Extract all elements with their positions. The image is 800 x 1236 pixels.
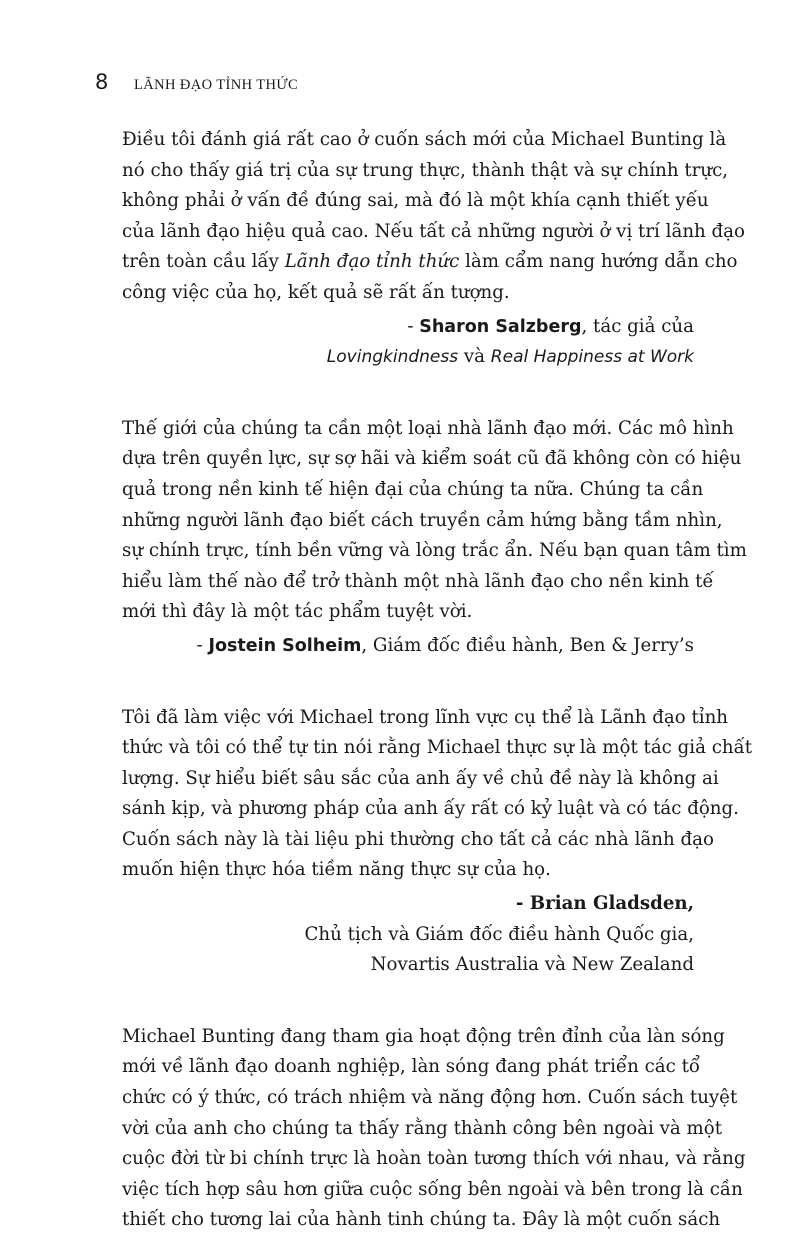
endorsement-text: [122, 414, 747, 628]
text-line: nó cho thấy giá trị của sự trung thực, thành thật và sự chính trực,: [122, 159, 729, 181]
text-line: Cuốn sách này là tài liệu phi thường cho tất cả các nhà lãnh đạo: [122, 828, 714, 850]
text-line: mới về lãnh đạo doanh nghiệp, làn sóng đang phát triển các tổ: [122, 1056, 701, 1078]
text-line: [122, 247, 738, 278]
text-line: Thế giới của chúng ta cần một loại nhà lãnh đạo mới. Các mô hình: [122, 417, 734, 439]
text-line: Tôi đã làm việc với Michael trong lĩnh vực cụ thể là Lãnh đạo tỉnh: [122, 706, 729, 728]
text-line: của lãnh đạo hiệu quả cao. Nếu tất cả những người ở vị trí lãnh đạo: [122, 220, 745, 242]
author-role: , Giám đốc điều hành, Ben & Jerry’s: [361, 634, 694, 656]
author-role: , tác giả của: [581, 315, 694, 337]
spacer: [122, 662, 694, 703]
endorsement: [122, 1022, 746, 1236]
text-line: Điều tôi đánh giá rất cao ở cuốn sách mới của Michael Bunting là: [122, 129, 727, 150]
author-name: - Brian Gladsden,: [515, 893, 694, 915]
attribution-line: [122, 342, 694, 373]
spacer: [122, 373, 694, 414]
author-name: Sharon Salzberg: [419, 316, 582, 337]
attribution: [122, 631, 694, 662]
attribution-dash: -: [407, 315, 420, 337]
page-content: [122, 125, 753, 1236]
text-line: lượng. Sự hiểu biết sâu sắc của anh ấy về chủ đề này là không ai: [122, 767, 719, 789]
text-line: sự chính trực, tính bền vững và lòng trắc ẩn. Nếu bạn quan tâm tìm: [122, 540, 747, 562]
conjunction: và: [458, 346, 491, 368]
endorsement: [122, 125, 745, 373]
attribution-line: [122, 312, 694, 343]
text-line: muốn hiện thực hóa tiềm năng thực sự của họ.: [122, 859, 551, 881]
text-line: mới thì đây là một tác phẩm tuyệt vời.: [122, 601, 473, 623]
attribution-line: [122, 631, 694, 662]
book-title-italic: Lovingkindness: [326, 347, 459, 368]
text-line: chức có ý thức, có trách nhiệm và năng động hơn. Cuốn sách tuyệt: [122, 1087, 738, 1109]
text-line: những người lãnh đạo biết cách truyền cảm hứng bằng tầm nhìn,: [122, 509, 723, 531]
text-line: vời của anh cho chúng ta thấy rằng thành công bên ngoài và một: [122, 1117, 723, 1139]
text-line: Michael Bunting đang tham gia hoạt động trên đỉnh của làn sóng: [122, 1025, 725, 1047]
text-line: quả trong nền kinh tế hiện đại của chúng ta nữa. Chúng ta cần: [122, 478, 704, 500]
attribution-dash: -: [196, 634, 209, 656]
text-line: thức và tôi có thể tự tin nói rằng Michael thực sự là một tác giả chất: [122, 737, 753, 759]
text-line: cuộc đời từ bi chính trực là hoàn toàn tương thích với nhau, và rằng: [122, 1148, 746, 1170]
endorsement: [122, 703, 753, 981]
page-number: 8: [95, 70, 109, 94]
author-name: Jostein Solheim: [208, 635, 362, 656]
author-role: Novartis Australia và New Zealand: [370, 954, 694, 976]
text-line: công việc của họ, kết quả sẽ rất ấn tượng.: [122, 281, 510, 303]
author-role: Chủ tịch và Giám đốc điều hành Quốc gia,: [304, 923, 694, 945]
text-run: làm cẩm nang hướng dẫn cho: [459, 251, 738, 273]
endorsement-text: [122, 703, 753, 887]
text-line: hiểu làm thế nào để trở thành một nhà lãnh đạo cho nền kinh tế: [122, 570, 714, 592]
endorsement-text: [122, 1022, 746, 1236]
endorsement: [122, 414, 747, 662]
text-line: việc tích hợp sâu hơn giữa cuộc sống bên ngoài và bên trong là cần: [122, 1178, 743, 1200]
running-title: LÃNH ĐẠO TỈNH THỨC: [134, 77, 299, 93]
book-title-italic: Real Happiness at Work: [490, 347, 694, 368]
text-line: thiết cho tương lai của hành tinh chúng ta. Đây là một cuốn sách: [122, 1209, 721, 1231]
attribution: [122, 312, 694, 373]
text-line: không phải ở vấn đề đúng sai, mà đó là một khía cạnh thiết yếu: [122, 190, 709, 212]
attribution: [122, 889, 694, 981]
endorsement-text: [122, 125, 745, 309]
book-title-italic: Lãnh đạo tỉnh thức: [284, 251, 460, 273]
text-line: dựa trên quyền lực, sự sợ hãi và kiểm soát cũ đã không còn có hiệu: [122, 448, 742, 470]
spacer: [122, 981, 694, 1022]
text-line: sánh kịp, và phương pháp của anh ấy rất có kỷ luật và có tác động.: [122, 798, 739, 820]
text-run: trên toàn cầu lấy: [122, 251, 285, 273]
